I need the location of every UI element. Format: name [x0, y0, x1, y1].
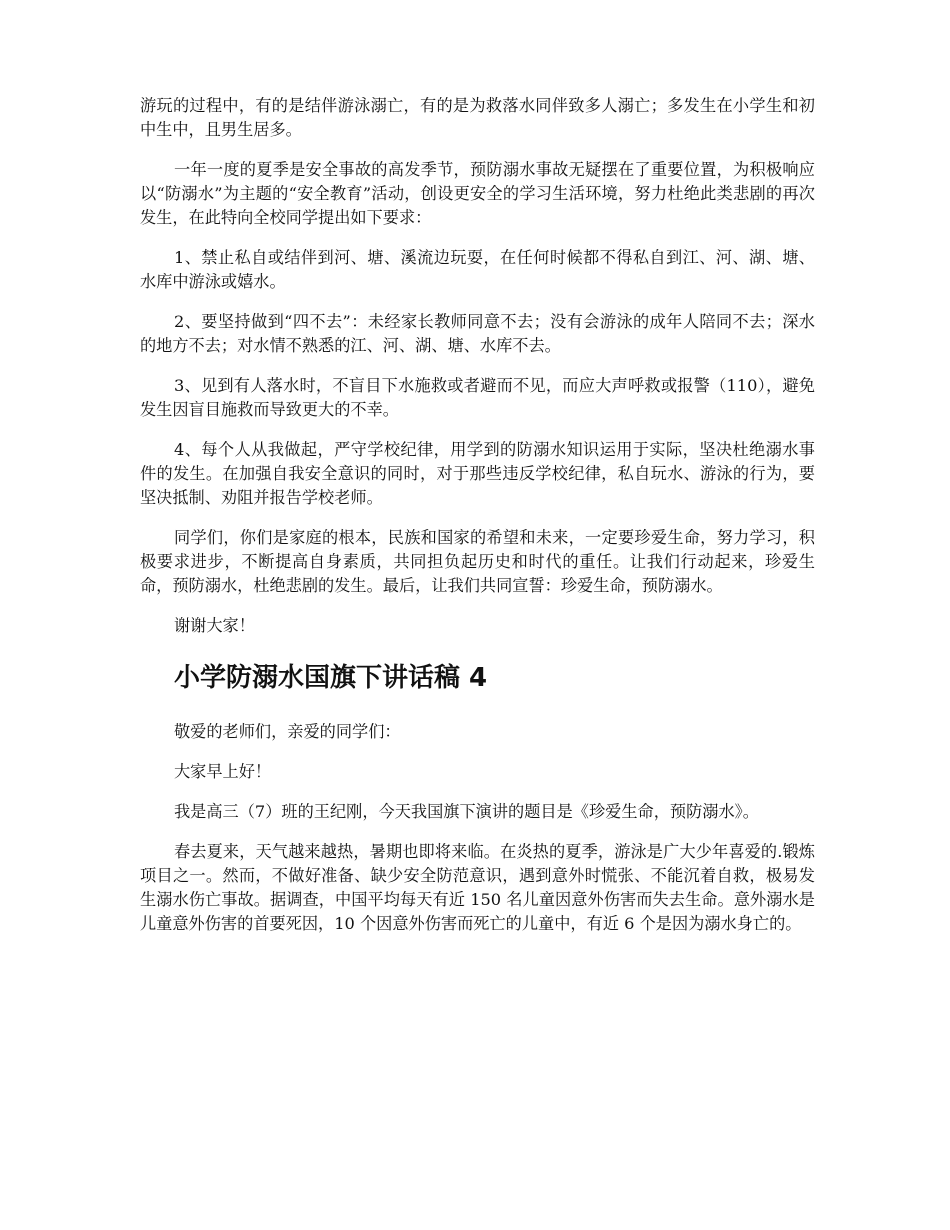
paragraph-self-intro: 我是高三（7）班的王纪刚，今天我国旗下演讲的题目是《珍爱生命，预防溺水》。	[174, 802, 759, 821]
paragraph-rule-3: 3、见到有人落水时，不盲目下水施救或者避而不见，而应大声呼救或报警（110），避免发生因盲目施救而导致更大的不幸。	[140, 376, 815, 419]
paragraph-rule-4: 4、每个人从我做起，严守学校纪律，用学到的防溺水知识运用于实际，坚决杜绝溺水事件的发生。在加强自我安全意识的同时，对于那些违反学校纪律，私自玩水、游泳的行为，要坚决抵制、劝阻并报告学校老师。	[140, 440, 815, 507]
paragraph-intro: 一年一度的夏季是安全事故的高发季节，预防溺水事故无疑摆在了重要位置，为积极响应以“防溺水”为主题的“安全教育”活动，创设更安全的学习生活环境，努力杜绝此类悲剧的再次发生，在此特向全校同学提出如下要求：	[140, 160, 815, 227]
paragraph-thanks: 谢谢大家！	[174, 616, 255, 635]
paragraph-salutation: 敬爱的老师们，亲爱的同学们：	[174, 722, 401, 741]
document-page	[140, 94, 815, 952]
paragraph-rule-1: 1、禁止私自或结伴到河、塘、溪流边玩耍，在任何时候都不得私自到江、河、湖、塘、水库中游泳或嬉水。	[140, 248, 815, 291]
paragraph-summer: 春去夏来，天气越来越热，暑期也即将来临。在炎热的夏季，游泳是广大少年喜爱的.锻炼项目之一。然而，不做好准备、缺少安全防范意识，遇到意外时慌张、不能沉着自救，极易发生溺水伤亡事故。据调查，中国平均每天有近 150 名儿童因意外伤害而失去生命。意外溺水是儿童意外伤害的首要死因，10 个因意外伤害而死亡的儿童中，有近 6 个是因为溺水身亡的。	[140, 842, 815, 933]
paragraph-appeal: 同学们，你们是家庭的根本，民族和国家的希望和未来，一定要珍爱生命，努力学习，积极要求进步，不断提高自身素质，共同担负起历史和时代的重任。让我们行动起来，珍爱生命，预防溺水，杜绝悲剧的发生。最后，让我们共同宣誓：珍爱生命，预防溺水。	[140, 528, 815, 595]
section-heading: 小学防溺水国旗下讲话稿 4	[174, 663, 488, 693]
paragraph-rule-2: 2、要坚持做到“四不去”：未经家长教师同意不去；没有会游泳的成年人陪同不去；深水的地方不去；对水情不熟悉的江、河、湖、塘、水库不去。	[140, 312, 815, 355]
paragraph-continuation: 游玩的过程中，有的是结伴游泳溺亡，有的是为救落水同伴致多人溺亡；多发生在小学生和初中生中，且男生居多。	[140, 96, 815, 139]
paragraph-greeting: 大家早上好！	[174, 762, 272, 781]
